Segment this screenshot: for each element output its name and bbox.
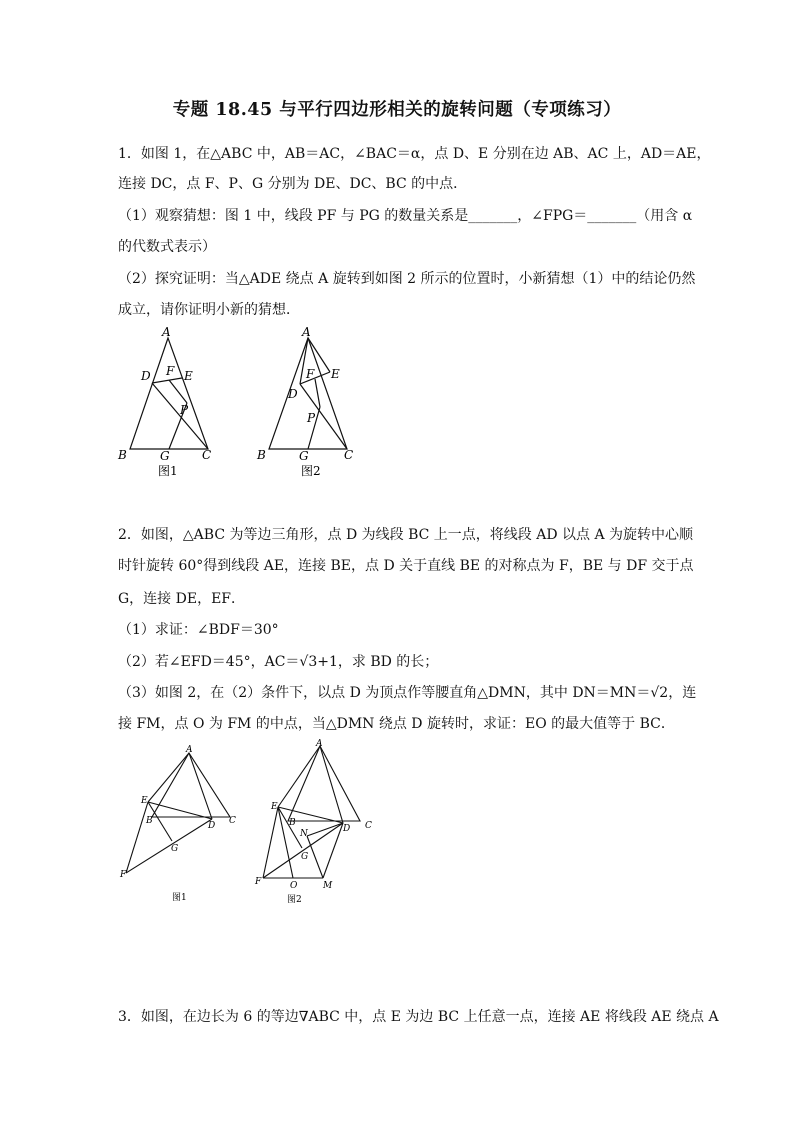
label-E: E <box>271 802 278 812</box>
q1-line-1: 1．如图 1，在△ABC 中，AB＝AC，∠BAC＝α，点 D、E 分别在边 AB、AC 上，AD＝AE， <box>118 146 711 162</box>
q2-line-2: 时针旋转 60°得到线段 AE，连接 BE，点 D 关于直线 BE 的对称点为 F，BE 与 DF 交于点 <box>118 558 694 574</box>
label-M: M <box>323 881 333 891</box>
q2-line-7: 接 FM，点 O 为 FM 的中点，当△DMN 绕点 D 旋转时，求证：EO 的最大值等于 BC． <box>118 716 675 732</box>
label-E: E <box>331 367 340 381</box>
label-F: F <box>120 870 127 880</box>
label-P: P <box>180 403 189 417</box>
label-C: C <box>202 448 212 462</box>
caption-fig2: 图2 <box>287 895 302 905</box>
label-D: D <box>343 824 351 834</box>
page-title: 专题 18.45 与平行四边形相关的旋转问题（专项练习） <box>172 100 622 120</box>
caption-fig2: 图2 <box>301 464 321 478</box>
label-D: D <box>288 387 298 401</box>
label-C: C <box>229 816 236 826</box>
label-C: C <box>365 821 372 831</box>
label-G: G <box>160 449 170 463</box>
q2-figure-1 <box>115 743 250 908</box>
label-A: A <box>302 325 311 339</box>
label-E: E <box>141 796 148 806</box>
q3-line-1: 3．如图，在边长为 6 的等边∇ABC 中，点 E 为边 BC 上任意一点，连接 AE 将线段 AE 绕点 A <box>118 1009 719 1025</box>
q2-line-6: （3）如图 2，在（2）条件下，以点 D 为顶点作等腰直角△DMN，其中 DN＝MN＝√2，连 <box>118 685 697 701</box>
label-A: A <box>186 745 193 755</box>
label-B: B <box>146 816 153 826</box>
q1-figure-1 <box>110 322 230 482</box>
q2-line-3: G，连接 DE，EF． <box>118 591 246 607</box>
label-B: B <box>118 448 127 462</box>
label-N: N <box>300 829 308 839</box>
q1-line-6: 成立，请你证明小新的猜想． <box>118 302 300 318</box>
label-G: G <box>171 844 179 854</box>
label-F: F <box>306 367 315 381</box>
q2-figure-2 <box>250 738 385 908</box>
label-P: P <box>307 411 316 425</box>
q1-line-2: 连接 DC，点 F、P、G 分别为 DE、DC、BC 的中点． <box>118 176 468 192</box>
label-B: B <box>257 448 266 462</box>
label-O: O <box>290 881 298 891</box>
q2-line-5: （2）若∠EFD＝45°，AC＝√3+1，求 BD 的长； <box>118 654 439 670</box>
q1-line-4: 的代数式表示） <box>118 239 216 255</box>
label-B: B <box>289 818 296 828</box>
label-G: G <box>299 449 309 463</box>
caption-fig1: 图1 <box>158 464 178 478</box>
label-D: D <box>141 369 151 383</box>
label-A: A <box>162 325 171 339</box>
label-E: E <box>184 369 193 383</box>
label-D: D <box>208 821 216 831</box>
q1-line-3: （1）观察猜想：图 1 中，线段 PF 与 PG 的数量关系是_______，∠FPG＝_______（用含 α <box>118 208 693 224</box>
label-C: C <box>344 448 354 462</box>
label-A: A <box>316 739 323 749</box>
label-G: G <box>301 852 309 862</box>
label-F: F <box>166 364 175 378</box>
label-F: F <box>255 877 262 887</box>
q2-line-4: （1）求证：∠BDF＝30° <box>118 622 279 638</box>
q2-line-1: 2．如图，△ABC 为等边三角形，点 D 为线段 BC 上一点，将线段 AD 以点 A 为旋转中心顺 <box>118 527 694 543</box>
q1-figure-2 <box>250 322 370 482</box>
q1-line-5: （2）探究证明：当△ADE 绕点 A 旋转到如图 2 所示的位置时，小新猜想（1）中的结论仍然 <box>118 271 696 287</box>
caption-fig1: 图1 <box>172 893 187 903</box>
